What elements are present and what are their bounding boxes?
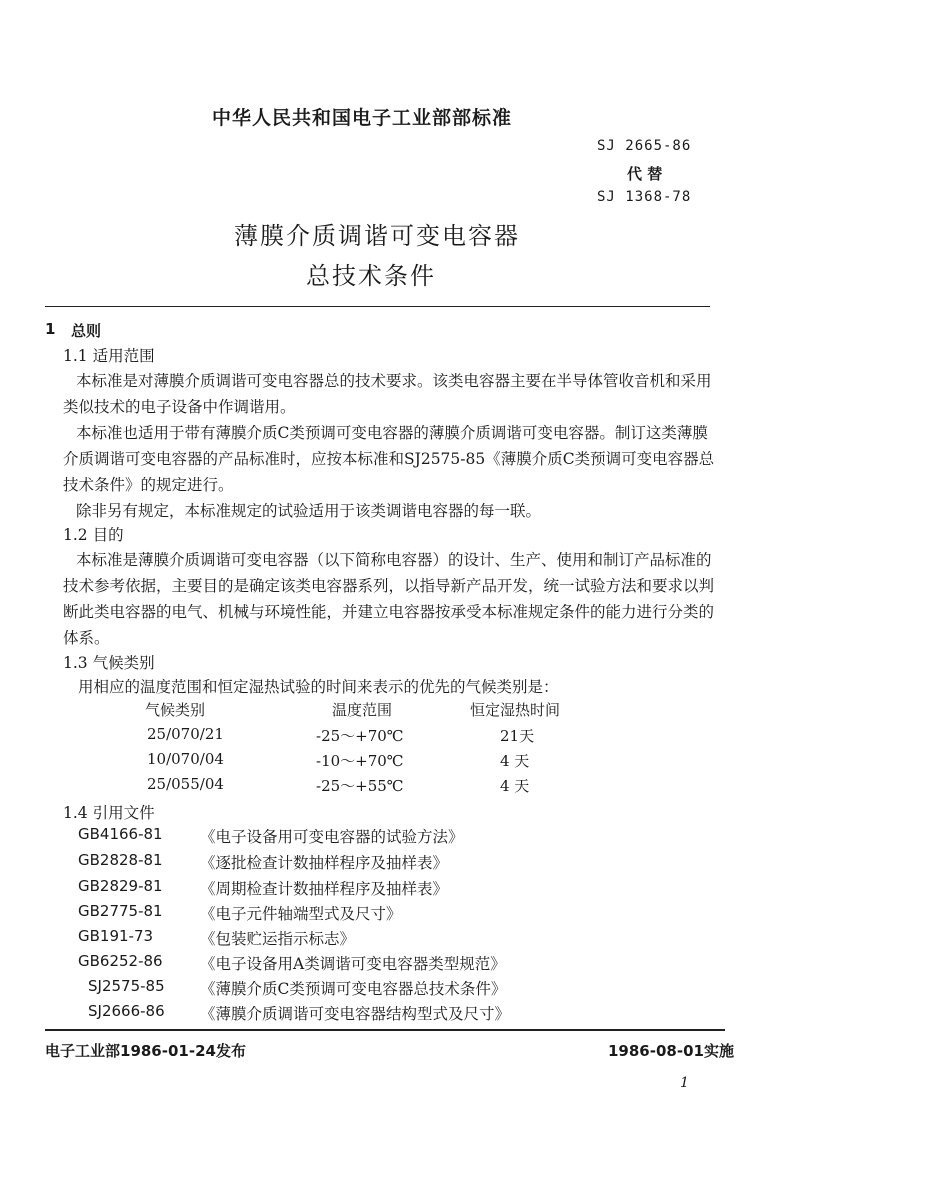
document-subtitle: 总技术条件: [306, 262, 436, 290]
reference-code: GB4166-81: [78, 825, 163, 843]
reference-title: 《薄膜介质C类预调可变电容器总技术条件》: [200, 980, 507, 998]
climate-table-cell: 25/055/04: [147, 775, 224, 793]
section-1-2-title: 1.2 目的: [63, 526, 124, 544]
section-1-1-title: 1.1 适用范围: [63, 347, 155, 365]
section-1-1-paragraph-1: 本标准是对薄膜介质调谐可变电容器总的技术要求。该类电容器主要在半导体管收音机和采用类似技术的电子设备中作调谐用。: [63, 372, 712, 416]
climate-table-cell: 10/070/04: [147, 750, 224, 768]
standard-number: SJ 2665-86: [597, 138, 692, 154]
reference-title: 《包装贮运指示标志》: [200, 930, 356, 948]
section-1-2-paragraph: 本标准是薄膜介质调谐可变电容器（以下简称电容器）的设计、生产、使用和制订产品标准的技术参考依据，主要目的是确定该类电容器系列，以指导新产品开发，统一试验方法和要求以判断此类电容器的电气、机械与环境性能，并建立电容器按承受本标准规定条件的能力进行分类的体系。: [63, 551, 715, 647]
replaces-label: 代 替: [627, 165, 663, 183]
issuer-heading: 中华人民共和国电子工业部部标准: [212, 107, 513, 129]
replaced-standard-number: SJ 1368-78: [597, 189, 692, 205]
climate-table-header: 温度范围: [332, 701, 393, 719]
effective-date: 1986-08-01实施: [608, 1042, 734, 1060]
reference-title: 《电子设备用可变电容器的试验方法》: [200, 828, 464, 846]
reference-title: 《薄膜介质调谐可变电容器结构型式及尺寸》: [200, 1005, 511, 1023]
climate-table-header: 恒定湿热时间: [470, 701, 561, 719]
climate-table-cell: 21天: [500, 727, 535, 745]
climate-table-cell: -25～+55℃: [316, 777, 404, 795]
climate-table-cell: -10～+70℃: [316, 752, 404, 770]
reference-title: 《电子设备用A类调谐可变电容器类型规范》: [200, 955, 506, 973]
reference-code: GB2775-81: [78, 902, 163, 920]
section-1-4-title: 1.4 引用文件: [63, 804, 155, 822]
section-1-title: 总则: [71, 322, 102, 340]
page-number: 1: [680, 1075, 689, 1091]
document-title: 薄膜介质调谐可变电容器: [234, 222, 520, 250]
climate-table-cell: 4 天: [500, 777, 530, 795]
section-1-3-title: 1.3 气候类别: [63, 654, 155, 672]
climate-table-cell: 25/070/21: [147, 725, 224, 743]
reference-title: 《逐批检查计数抽样程序及抽样表》: [200, 854, 449, 872]
section-1-1-paragraph-2: 本标准也适用于带有薄膜介质C类预调可变电容器的薄膜介质调谐可变电容器。制订这类薄膜介质调谐可变电容器的产品标准时，应按本标准和SJ2575-85《薄膜介质C类预调可变电容器总技术条件》的规定进行。: [63, 424, 715, 494]
reference-title: 《周期检查计数抽样程序及抽样表》: [200, 880, 449, 898]
reference-title: 《电子元件轴端型式及尺寸》: [200, 905, 402, 923]
climate-table-cell: 4 天: [500, 752, 530, 770]
reference-code: SJ2575-85: [88, 977, 165, 995]
reference-code: GB6252-86: [78, 952, 163, 970]
section-1-number: 1: [45, 320, 56, 338]
reference-code: GB191-73: [78, 927, 154, 945]
reference-code: GB2829-81: [78, 877, 163, 895]
section-1-1-paragraph-3: 除非另有规定，本标准规定的试验适用于该类调谐电容器的每一联。: [76, 502, 542, 520]
footer-divider: [45, 1029, 725, 1031]
climate-table-header: 气候类别: [145, 701, 206, 719]
section-1-3-intro: 用相应的温度范围和恒定湿热试验的时间来表示的优先的气候类别是：: [78, 678, 559, 696]
reference-code: GB2828-81: [78, 851, 163, 869]
reference-code: SJ2666-86: [88, 1002, 165, 1020]
title-divider: [45, 306, 710, 307]
climate-table-cell: -25～+70℃: [316, 727, 404, 745]
issue-date: 电子工业部1986-01-24发布: [45, 1042, 246, 1060]
